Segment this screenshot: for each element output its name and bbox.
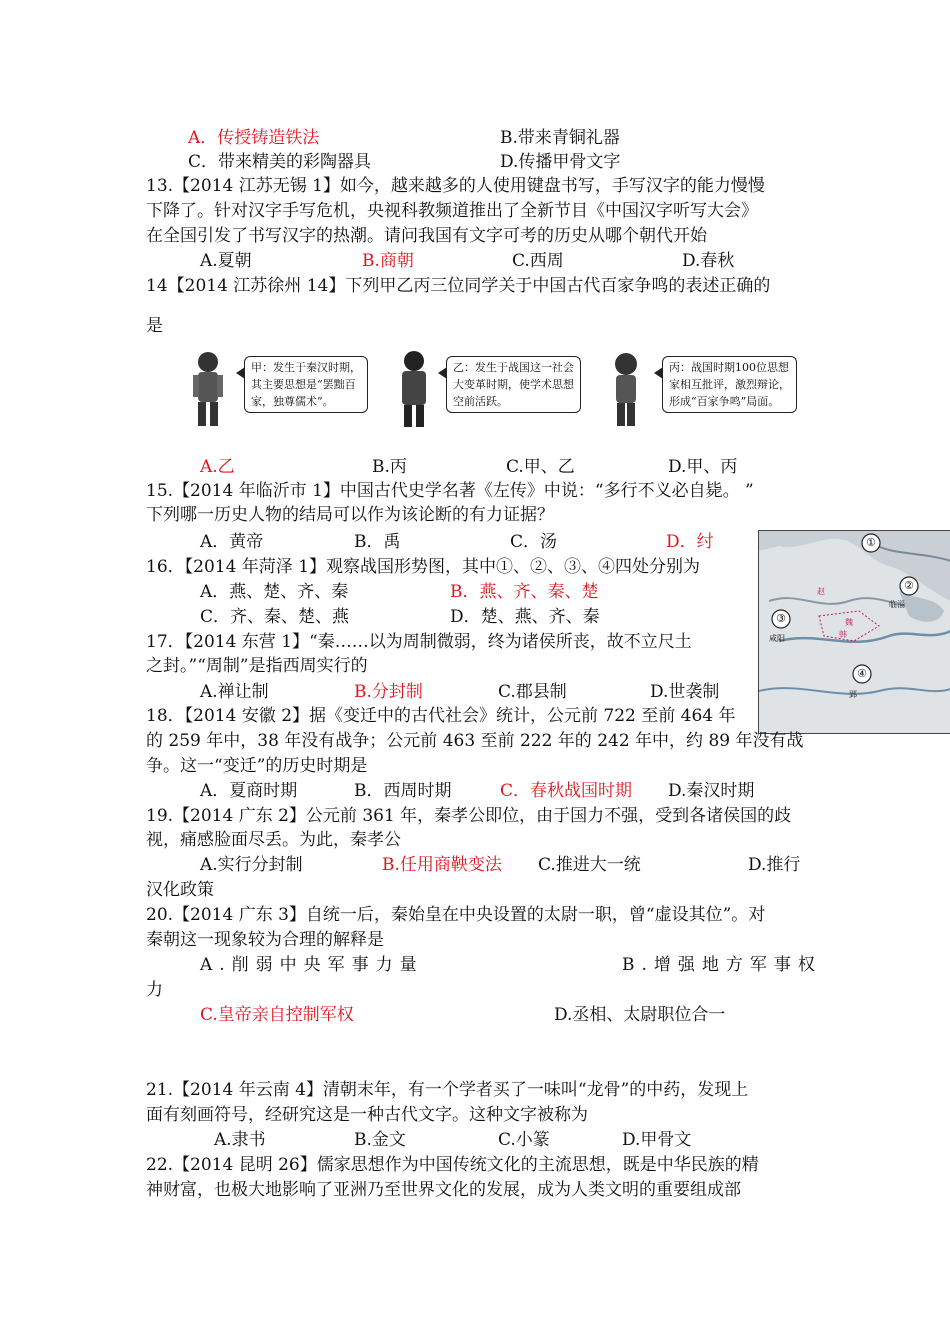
map-label-ying: 郢: [849, 690, 857, 699]
q18-line-1: 18．【2014 安徽 2】据《变迁中的古代社会》统计，公元前 722 至前 464 年: [146, 706, 736, 726]
bubble-bing-line: 形成“百家争鸣”局面。: [669, 395, 780, 408]
q20-line-1: 20.【2014 广东 3】自统一后，秦始皇在中央设置的太尉一职，曾“虚设其位”。对: [146, 905, 766, 925]
q18-option-d: D.秦汉时期: [668, 781, 755, 801]
bubble-jia-line: 其主要思想是“罢黜百: [251, 378, 356, 391]
q15-option-d: D．纣: [666, 532, 714, 552]
q20-option-c: C.皇帝亲自控制军权: [200, 1005, 354, 1025]
map-label-linzi: 临淄: [889, 600, 905, 609]
map-label-4: ④: [857, 667, 867, 680]
q18-option-c: C．春秋战国时期: [500, 781, 633, 801]
q13-option-c: C.西周: [512, 251, 564, 271]
bubble-bing-line: 丙：战国时期100位思想: [669, 361, 789, 374]
q14-line-2: 是: [146, 316, 163, 336]
q18-line-3: 争。这一“变迁”的历史时期是: [146, 756, 368, 776]
q17-option-a: A.禅让制: [200, 682, 269, 702]
q21-line-1: 21.【2014 年云南 4】清朝末年，有一个学者买了一味叫“龙骨”的中药，发现上: [146, 1080, 749, 1100]
q13-line-3: 在全国引发了书写汉字的热潮。请问我国有文字可考的历史从哪个朝代开始: [146, 226, 707, 246]
q20-option-d: D.丞相、太尉职位合一: [554, 1005, 726, 1025]
q21-option-a: A.隶书: [214, 1130, 266, 1150]
q19-option-b: B.任用商鞅变法: [382, 855, 502, 875]
map-label-2: ②: [904, 579, 914, 592]
warring-states-map: [758, 530, 950, 734]
map-label-xianyang: 咸阳: [769, 634, 785, 643]
map-terrain: [759, 531, 950, 733]
map-label-han: 韩: [839, 630, 847, 639]
q12-option-d: D.传播甲骨文字: [500, 152, 621, 172]
q20-option-b: B.增强地方军事权: [622, 955, 822, 975]
q19-option-c: C.推进大一统: [538, 855, 641, 875]
q13-line-1: 13.【2014 江苏无锡 1】如今，越来越多的人使用键盘书写，手写汉字的能力慢慢: [146, 176, 765, 196]
q22-line-1: 22.【2014 昆明 26】儒家思想作为中国传统文化的主流思想，既是中华民族的精: [146, 1155, 759, 1175]
q15-line-2: 下列哪一历史人物的结局可以作为该论断的有力证据？: [146, 505, 554, 525]
q18-option-a: A．夏商时期: [200, 781, 298, 801]
bubble-jia-line: 甲：发生于秦汉时期，: [251, 361, 361, 374]
q20-line-2: 秦朝这一现象较为合理的解释是: [146, 930, 384, 950]
bubble-bing: [662, 356, 797, 413]
q15-option-b: B．禹: [354, 532, 401, 552]
q15-option-a: A．黄帝: [200, 532, 264, 552]
q14-line-1: 14【2014 江苏徐州 14】下列甲乙丙三位同学关于中国古代百家争鸣的表述正确的: [146, 276, 771, 296]
q16-line-1: 16．【2014 年菏泽 1】观察战国形势图，其中①、②、③、④四处分别为: [146, 557, 701, 577]
q12-option-a: A．传授铸造铁法: [188, 128, 320, 148]
q19-line-1: 19.【2014 广东 2】公元前 361 年，秦孝公即位，由于国力不强，受到各诸侯国的歧: [146, 806, 792, 826]
bubble-yi-line: 大变革时期，使学术思想: [453, 378, 574, 391]
student-yi-figure: [394, 350, 434, 428]
map-label-3: ③: [776, 612, 786, 625]
bubble-yi-line: 乙：发生于战国这一社会: [453, 361, 574, 374]
q13-option-d: D.春秋: [682, 251, 735, 271]
student-jia-figure: [188, 350, 228, 428]
q16-option-a: A．燕、楚、齐、秦: [200, 582, 349, 602]
q16-option-d: D．楚、燕、齐、秦: [450, 607, 600, 627]
q21-option-b: B.金文: [354, 1130, 406, 1150]
q18-line-2: 的 259 年中，38 年没有战争；公元前 463 至前 222 年的 242 年中，约 89 年没有战: [146, 731, 804, 751]
q12-option-b: B.带来青铜礼器: [500, 128, 620, 148]
q19-option-a: A.实行分封制: [200, 855, 303, 875]
q17-line-2: 之封。”“周制”是指西周实行的: [146, 656, 368, 676]
q22-line-2: 神财富，也极大地影响了亚洲乃至世界文化的发展，成为人类文明的重要组成部: [146, 1180, 741, 1200]
map-label-wei: 魏: [845, 618, 853, 627]
bubble-jia-line: 家，独尊儒术”。: [251, 395, 334, 408]
q12-option-c: C．带来精美的彩陶器具: [188, 152, 372, 172]
q15-line-1: 15.【2014 年临沂市 1】中国古代史学名著《左传》中说：“多行不义必自毙。 ”: [146, 481, 754, 501]
bubble-yi: [446, 356, 581, 413]
q21-option-c: C.小篆: [498, 1130, 550, 1150]
student-bing-figure: [606, 352, 646, 428]
q21-line-2: 面有刻画符号，经研究这是一种古代文字。这种文字被称为: [146, 1105, 588, 1125]
bubble-yi-line: 空前活跃。: [453, 395, 508, 408]
q20-option-a: A.削弱中央军事力量: [200, 955, 424, 975]
q19-option-d-wrap: 汉化政策: [146, 880, 214, 900]
q17-option-c: C.郡县制: [498, 682, 567, 702]
q13-option-a: A.夏朝: [200, 251, 252, 271]
q18-option-b: B．西周时期: [354, 781, 452, 801]
map-label-zhao: 赵: [817, 587, 825, 596]
q16-option-b: B．燕、齐、秦、楚: [450, 582, 599, 602]
bubble-jia: [244, 356, 368, 413]
q17-line-1: 17．【2014 东营 1】“秦……以为周制微弱，终为诸侯所丧，故不立尺土: [146, 632, 692, 652]
q21-option-d: D.甲骨文: [622, 1130, 692, 1150]
map-label-1: ①: [866, 536, 876, 549]
q20-option-b-wrap: 力: [146, 980, 163, 1000]
q19-option-d: D.推行: [748, 855, 801, 875]
bubble-bing-line: 家相互批评，激烈辩论，: [669, 378, 790, 391]
q17-option-b: B.分封制: [354, 682, 423, 702]
q13-line-2: 下降了。针对汉字手写危机，央视科教频道推出了全新节目《中国汉字听写大会》: [146, 201, 758, 221]
q13-option-b: B.商朝: [362, 251, 414, 271]
q14-option-c: C.甲、乙: [506, 457, 575, 477]
q14-option-a: A.乙: [200, 457, 235, 477]
q16-option-c: C．齐、秦、楚、燕: [200, 607, 350, 627]
q17-option-d: D.世袭制: [650, 682, 720, 702]
q19-line-2: 视，痛感脸面尽丢。为此，秦孝公: [146, 830, 401, 850]
q15-option-c: C．汤: [510, 532, 558, 552]
q14-option-d: D.甲、丙: [668, 457, 738, 477]
q14-option-b: B.丙: [372, 457, 407, 477]
